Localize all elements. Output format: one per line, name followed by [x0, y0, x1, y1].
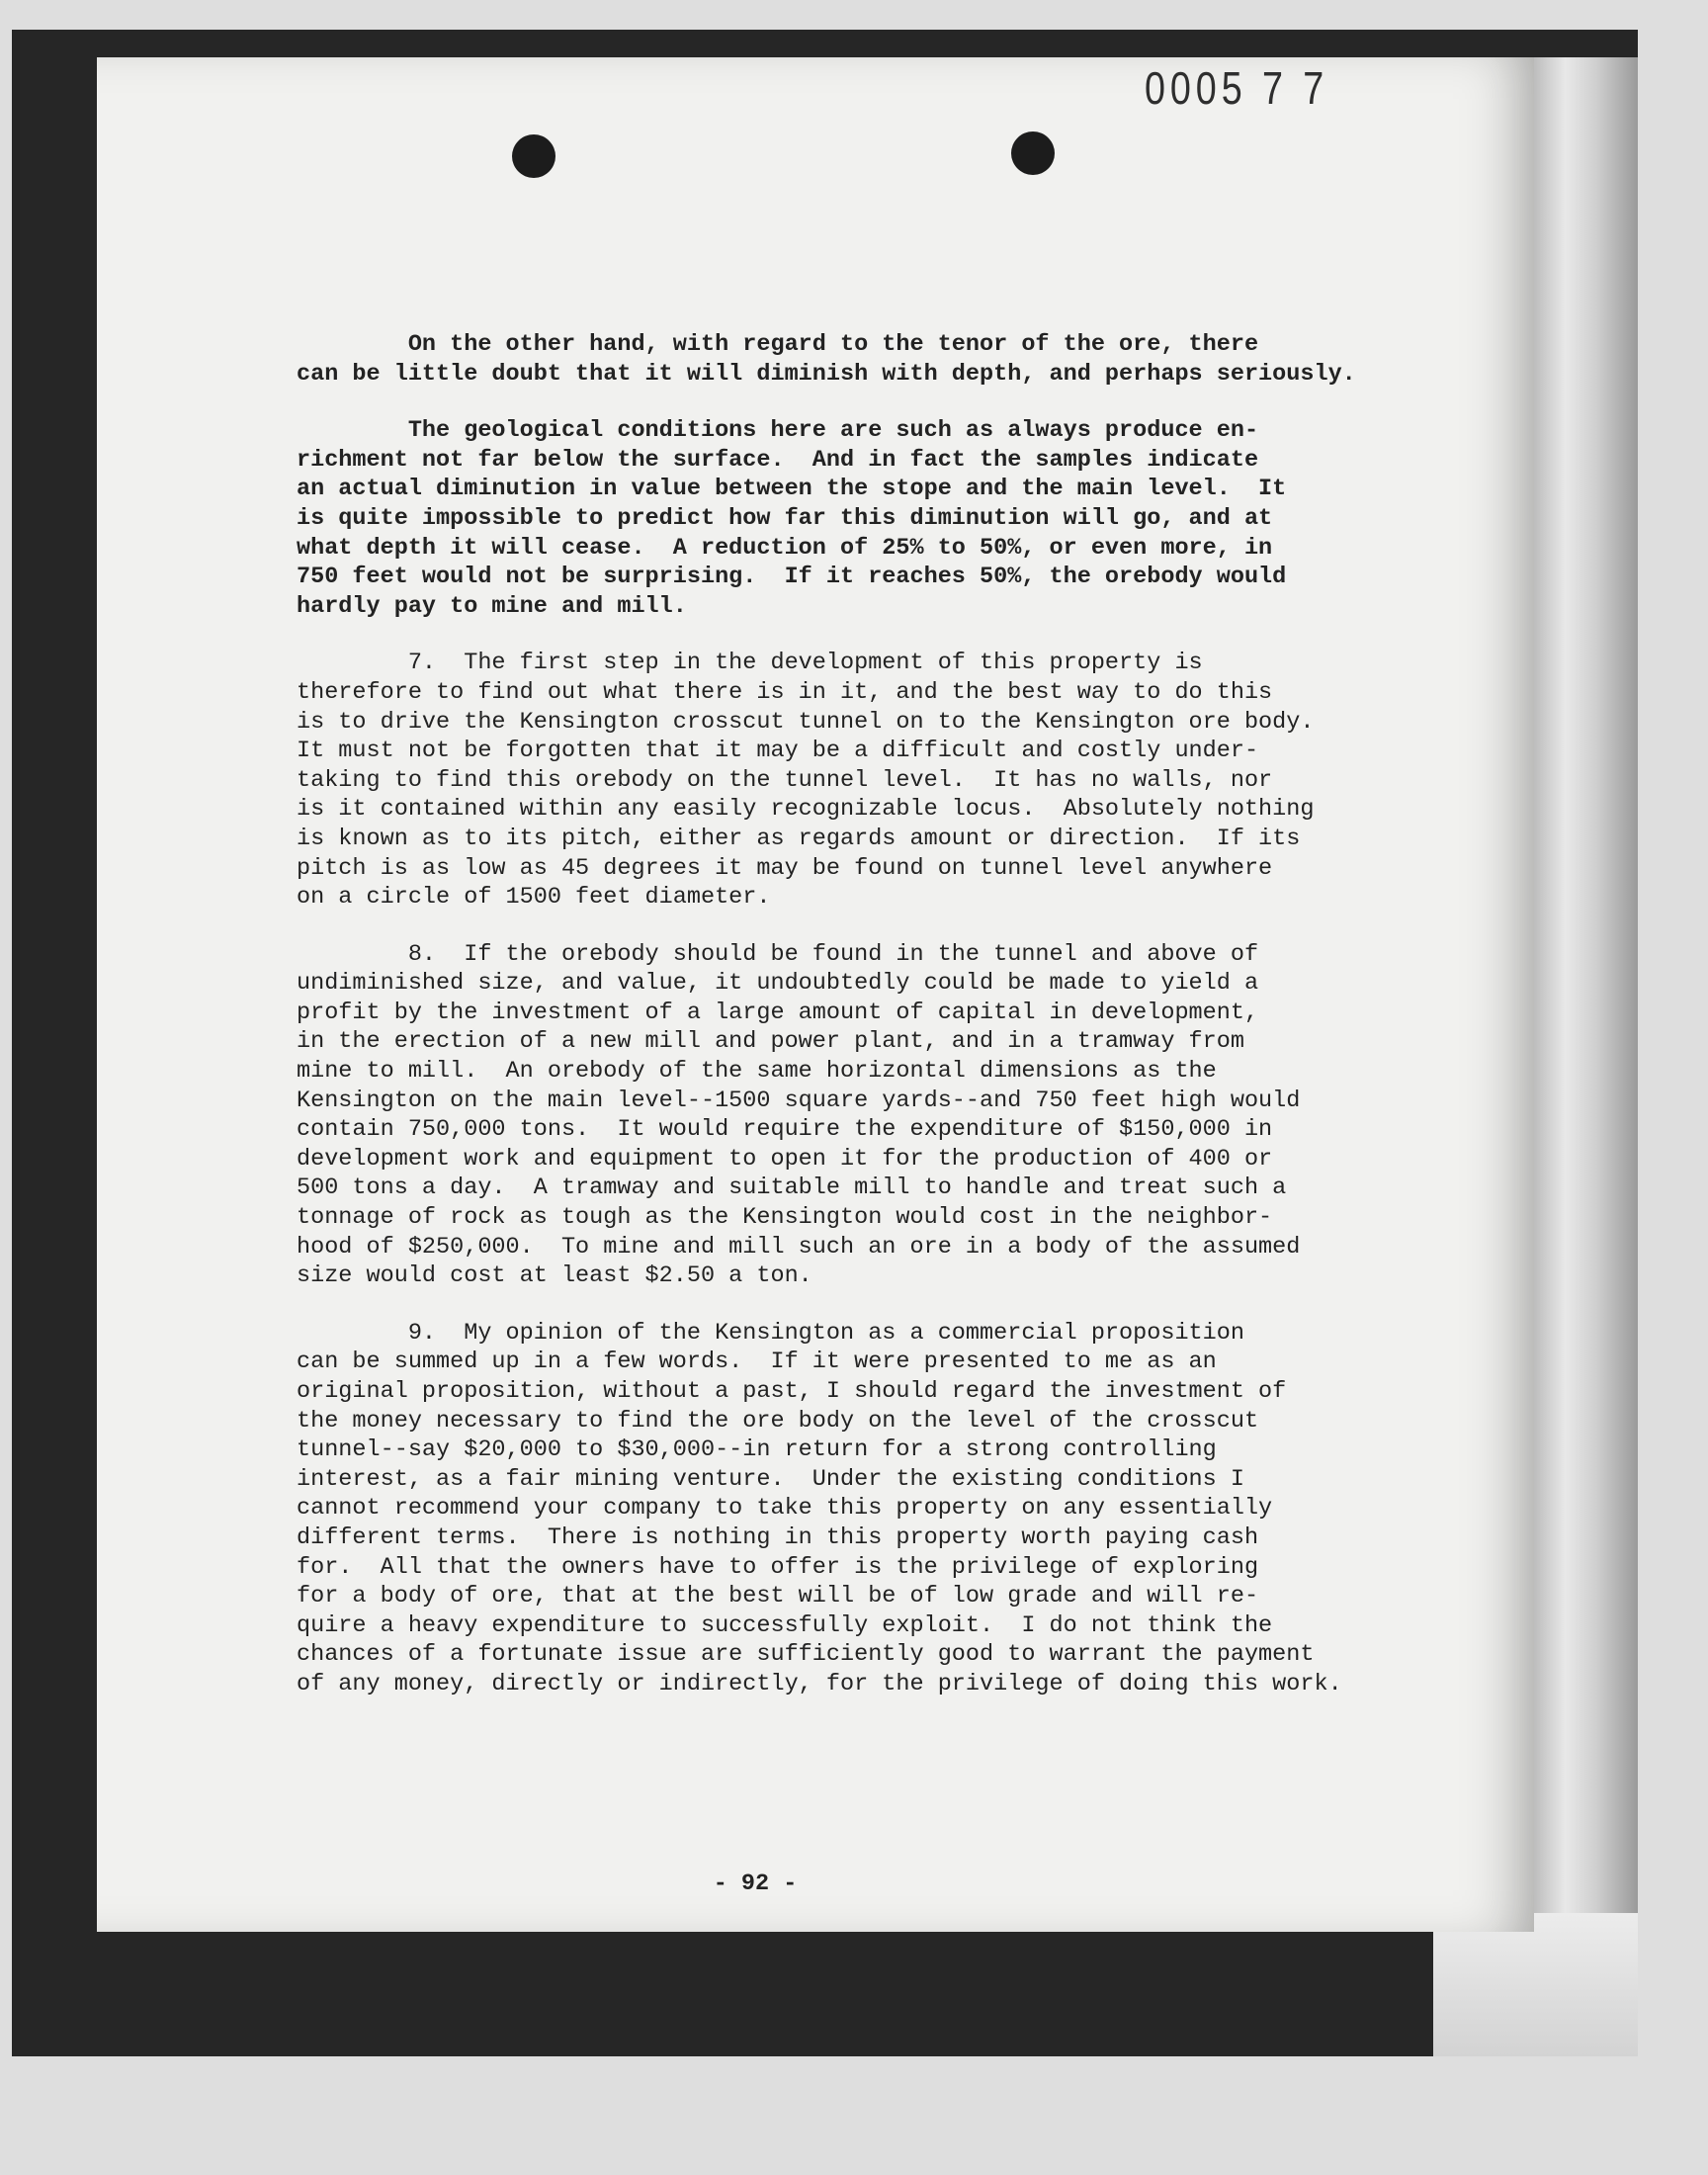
- paragraph: [297, 649, 1453, 912]
- paragraph: [297, 416, 1453, 621]
- text-line: mine to mill. An orebody of the same horizontal dimensions as the: [297, 1058, 1217, 1086]
- text-line: richment not far below the surface. And in fact the samples indicate: [297, 446, 1259, 474]
- text-line: undiminished size, and value, it undoubtedly could be made to yield a: [297, 970, 1259, 998]
- text-line: original proposition, without a past, I should regard the investment of: [297, 1378, 1287, 1405]
- text-line: of any money, directly or indirectly, for the privilege of doing this work.: [297, 1670, 1342, 1697]
- text-line: 750 feet would not be surprising. If it reaches 50%, the orebody would: [297, 564, 1287, 591]
- text-line: Kensington on the main level--1500 square yards--and 750 feet high would: [297, 1087, 1301, 1114]
- punch-hole-right: [1011, 131, 1055, 175]
- text-line: It must not be forgotten that it may be a difficult and costly under-: [297, 738, 1259, 765]
- text-line: pitch is as low as 45 degrees it may be found on tunnel level anywhere: [297, 854, 1273, 882]
- paragraph: [297, 1319, 1453, 1699]
- text-line: on a circle of 1500 feet diameter.: [297, 884, 771, 912]
- text-line: hood of $250,000. To mine and mill such an ore in a body of the assumed: [297, 1233, 1301, 1261]
- text-line: can be summed up in a few words. If it were presented to me as an: [297, 1348, 1217, 1376]
- text-line: size would cost at least $2.50 a ton.: [297, 1262, 812, 1290]
- text-line: 7. The first step in the development of this property is: [297, 650, 1203, 677]
- text-line: can be little doubt that it will diminish with depth, and perhaps seriously.: [297, 360, 1356, 388]
- text-line: the money necessary to find the ore body on the level of the crosscut: [297, 1407, 1259, 1435]
- text-line: 8. If the orebody should be found in the tunnel and above of: [297, 940, 1259, 968]
- punch-hole-left: [512, 134, 555, 178]
- text-line: different terms. There is nothing in this property worth paying cash: [297, 1523, 1259, 1551]
- text-line: hardly pay to mine and mill.: [297, 592, 687, 620]
- text-line: what depth it will cease. A reduction of 25% to 50%, or even more, in: [297, 534, 1273, 562]
- text-line: profit by the investment of a large amount of capital in development,: [297, 999, 1259, 1026]
- text-line: for a body of ore, that at the best will be of low grade and will re-: [297, 1583, 1259, 1610]
- text-line: development work and equipment to open it for the production of 400 or: [297, 1145, 1273, 1173]
- text-line: interest, as a fair mining venture. Under the existing conditions I: [297, 1465, 1244, 1493]
- bates-stamp-number: 0005 7 7: [1145, 62, 1329, 114]
- text-line: 9. My opinion of the Kensington as a commercial proposition: [297, 1319, 1244, 1347]
- text-line: for. All that the owners have to offer is the privilege of exploring: [297, 1553, 1259, 1581]
- scan-bottom-strip: [1433, 1913, 1638, 2056]
- text-line: 500 tons a day. A tramway and suitable mill to handle and treat such a: [297, 1174, 1287, 1202]
- text-line: is it contained within any easily recognizable locus. Absolutely nothing: [297, 796, 1315, 824]
- text-line: contain 750,000 tons. It would require the expenditure of $150,000 in: [297, 1116, 1273, 1144]
- text-line: On the other hand, with regard to the tenor of the ore, there: [297, 331, 1259, 358]
- paragraph: [297, 330, 1453, 389]
- text-line: tunnel--say $20,000 to $30,000--in return for a strong controlling: [297, 1436, 1217, 1464]
- text-line: is quite impossible to predict how far this diminution will go, and at: [297, 504, 1273, 532]
- text-line: an actual diminution in value between the stope and the main level. It: [297, 476, 1287, 503]
- text-line: tonnage of rock as tough as the Kensington would cost in the neighbor-: [297, 1204, 1273, 1232]
- scan-page-edge: [1534, 57, 1638, 2056]
- text-line: cannot recommend your company to take this property on any essentially: [297, 1495, 1273, 1522]
- paragraph: [297, 940, 1453, 1291]
- text-line: therefore to find out what there is in it, and the best way to do this: [297, 678, 1273, 706]
- text-line: chances of a fortunate issue are sufficiently good to warrant the payment: [297, 1641, 1315, 1669]
- text-line: is to drive the Kensington crosscut tunnel on to the Kensington ore body.: [297, 708, 1315, 736]
- text-line: quire a heavy expenditure to successfully exploit. I do not think the: [297, 1611, 1273, 1639]
- page-number-footer: - 92 -: [713, 1870, 798, 1897]
- text-line: is known as to its pitch, either as regards amount or direction. If its: [297, 825, 1301, 852]
- document-body: [297, 330, 1453, 1727]
- text-line: taking to find this orebody on the tunnel level. It has no walls, nor: [297, 766, 1273, 794]
- text-line: The geological conditions here are such as always produce en-: [297, 417, 1259, 445]
- text-line: in the erection of a new mill and power plant, and in a tramway from: [297, 1028, 1244, 1056]
